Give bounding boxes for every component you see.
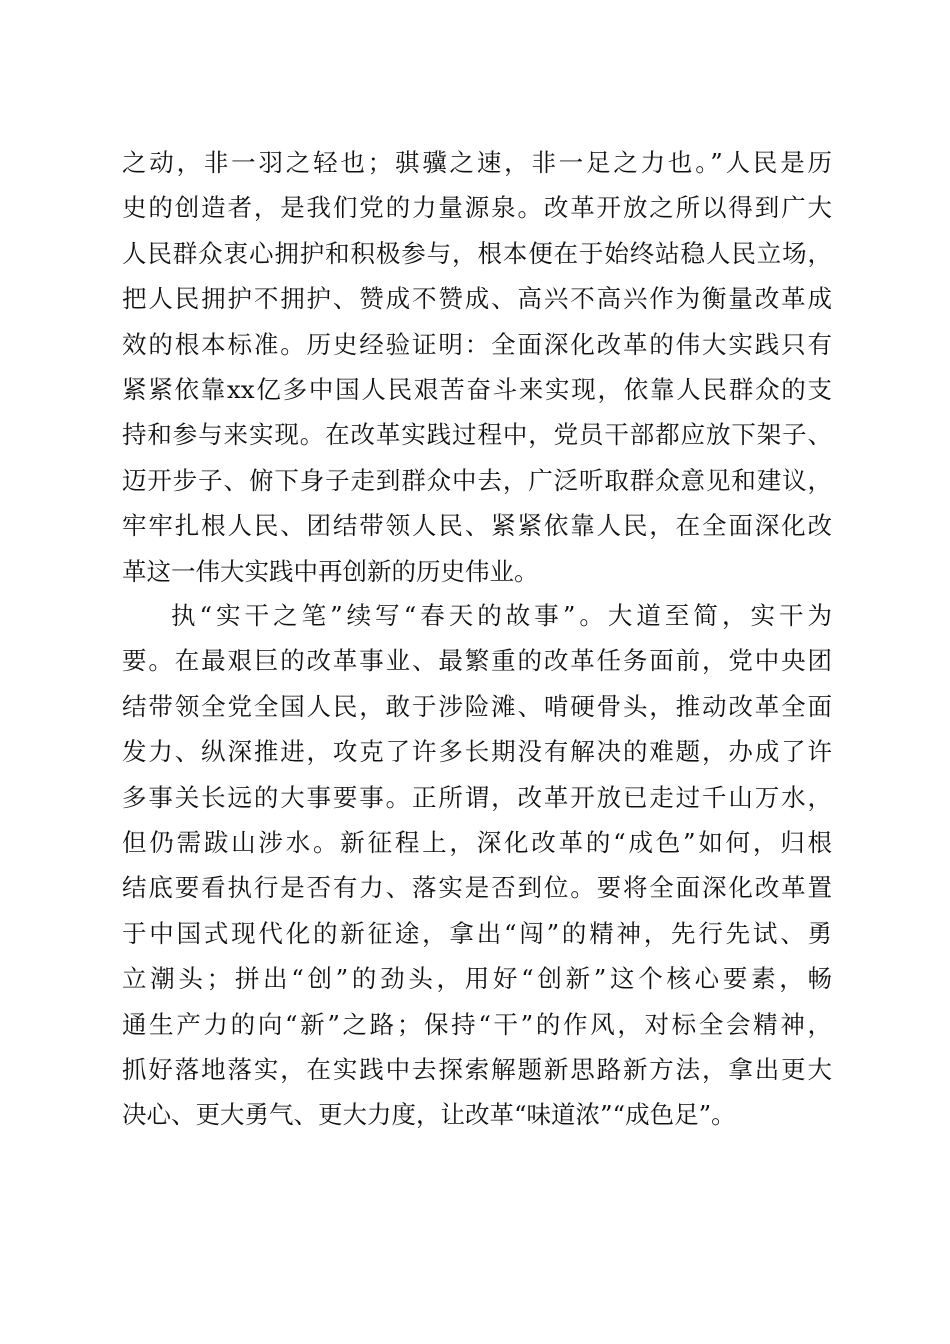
text-line: 结带领全党全国人民，敢于涉险滩、啃硬骨头，推动改革全面 — [122, 691, 832, 721]
text-line: 通生产力的向“新”之路；保持“干”的作风，对标全会精神， — [122, 1009, 832, 1039]
text-line: 人民群众衷心拥护和积极参与，根本便在于始终站稳人民立场， — [122, 238, 832, 268]
text-line: 立潮头；拼出“创”的劲头，用好“创新”这个核心要素，畅 — [122, 964, 832, 994]
text-line: 史的创造者，是我们党的力量源泉。改革开放之所以得到广大 — [122, 193, 832, 223]
text-line: 结底要看执行是否有力、落实是否到位。要将全面深化改革置 — [122, 873, 832, 903]
text-line: 牢牢扎根人民、团结带领人民、紧紧依靠人民，在全面深化改 — [122, 511, 832, 541]
text-line: 之动，非一羽之轻也；骐骥之速，非一足之力也。”人民是历 — [122, 148, 832, 177]
paragraph-2 — [122, 593, 832, 1138]
text-line: 决心、更大勇气、更大力度，让改革“味道浓”“成色足”。 — [122, 1100, 736, 1130]
text-line: 但仍需跋山涉水。新征程上，深化改革的“成色”如何，归根 — [122, 827, 832, 857]
text-line: 要。在最艰巨的改革事业、最繁重的改革任务面前，党中央团 — [122, 646, 832, 676]
paragraph-1 — [122, 140, 832, 594]
text-line: 效的根本标准。历史经验证明：全面深化改革的伟大实践只有 — [122, 329, 832, 359]
text-line: 抓好落地落实，在实践中去探索解题新思路新方法，拿出更大 — [122, 1054, 832, 1084]
text-line: 革这一伟大实践中再创新的历史伟业。 — [122, 556, 539, 586]
text-line: 持和参与来实现。在改革实践过程中，党员干部都应放下架子、 — [122, 420, 832, 450]
text-line: 执“实干之笔”续写“春天的故事”。大道至简，实干为 — [171, 601, 832, 630]
text-line: 多事关长远的大事要事。正所谓，改革开放已走过千山万水， — [122, 782, 832, 812]
text-line: 于中国式现代化的新征途，拿出“闯”的精神，先行先试、勇 — [122, 918, 832, 948]
text-line: 发力、纵深推进，攻克了许多长期没有解决的难题，办成了许 — [122, 737, 832, 767]
text-line: 迈开步子、俯下身子走到群众中去，广泛听取群众意见和建议， — [122, 465, 832, 495]
text-line: 紧紧依靠xx亿多中国人民艰苦奋斗来实现，依靠人民群众的支 — [122, 374, 832, 404]
text-line: 把人民拥护不拥护、赞成不赞成、高兴不高兴作为衡量改革成 — [122, 284, 832, 314]
